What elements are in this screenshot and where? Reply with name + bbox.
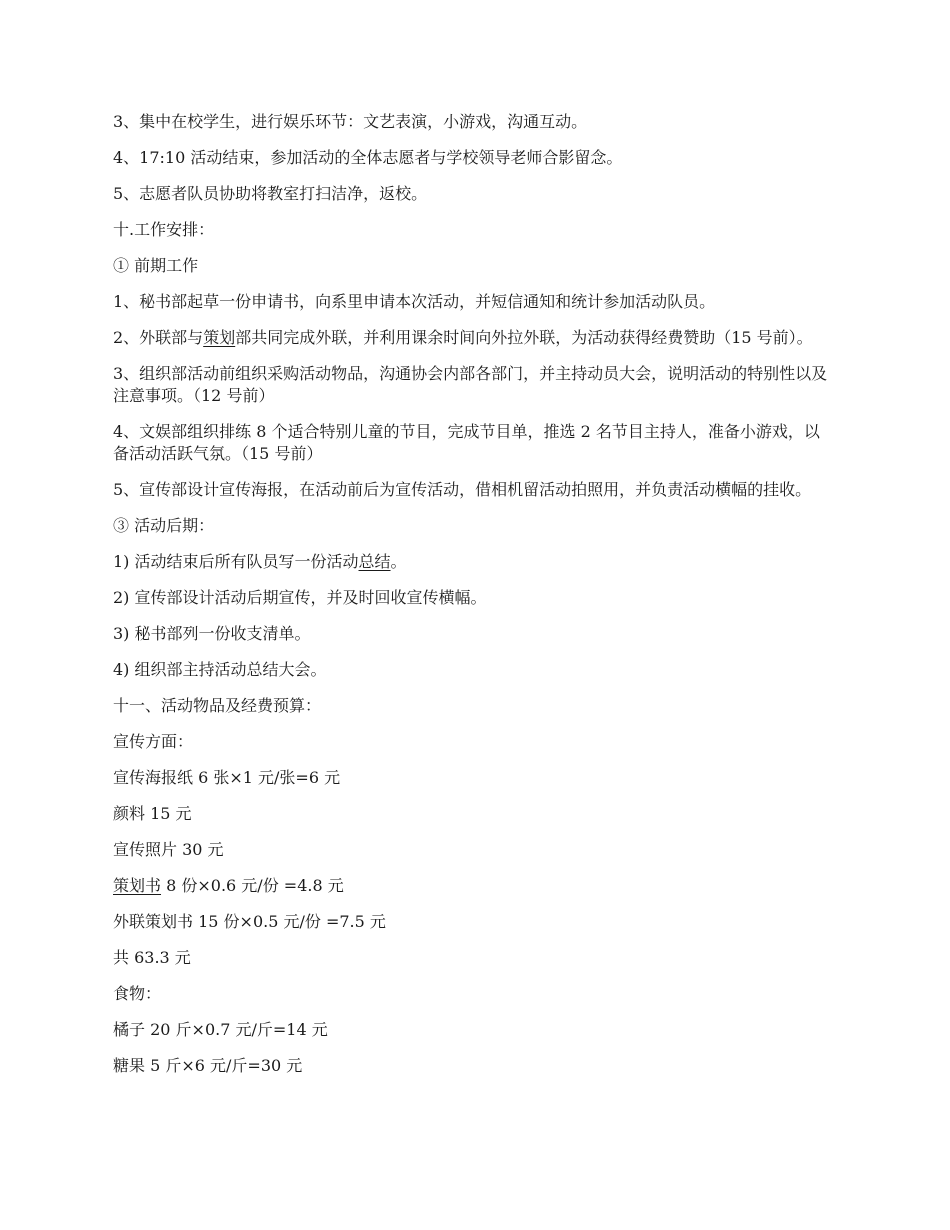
text-run: 2、外联部与 [113,328,204,347]
budget-line: 橘子 20 斤×0.7 元/斤=14 元 [113,1020,328,1039]
budget-line [113,875,833,897]
text-run: 部共同完成外联，并利用课余时间向外拉外联，为活动获得经费赞助（15 号前）。 [235,328,813,347]
subsection-heading: ③ 活动后期： [113,516,215,535]
paragraph [113,551,833,573]
underlined-link-text[interactable]: 策划 [203,328,236,347]
paragraph: 宣传方面： [113,732,194,751]
text-run: 1) 活动结束后所有队员写一份活动 [113,552,359,571]
budget-line: 宣传照片 30 元 [113,840,224,859]
text-run: 。 [390,552,407,571]
budget-line: 颜料 15 元 [113,804,192,823]
paragraph: 3、组织部活动前组织采购活动物品，沟通协会内部各部门，并主持动员大会，说明活动的特别性以及注意事项。（12 号前） [113,364,828,405]
paragraph: 5、志愿者队员协助将教室打扫洁净，返校。 [113,184,428,203]
paragraph: 1、秘书部起草一份申请书，向系里申请本次活动，并短信通知和统计参加活动队员。 [113,292,716,311]
paragraph [113,327,833,349]
budget-line: 宣传海报纸 6 张×1 元/张=6 元 [113,768,341,787]
budget-total: 共 63.3 元 [113,948,191,967]
section-heading: 十.工作安排： [113,220,215,239]
paragraph: 2) 宣传部设计活动后期宣传，并及时回收宣传横幅。 [113,588,487,607]
paragraph: 3、集中在校学生，进行娱乐环节：文艺表演，小游戏，沟通互动。 [113,112,588,131]
paragraph: 3) 秘书部列一份收支清单。 [113,624,311,643]
paragraph: 4、文娱部组织排练 8 个适合特别儿童的节目，完成节目单，推选 2 名节目主持人，准备小游戏，以备活动活跃气氛。（15 号前） [113,422,820,463]
budget-line: 糖果 5 斤×6 元/斤=30 元 [113,1056,303,1075]
paragraph: 4) 组织部主持活动总结大会。 [113,660,327,679]
paragraph: 4、17:10 活动结束，参加活动的全体志愿者与学校领导老师合影留念。 [113,148,623,167]
budget-line: 外联策划书 15 份×0.5 元/份 =7.5 元 [113,912,386,931]
document-body [113,111,833,1091]
paragraph: 食物： [113,984,162,1003]
subsection-heading: ① 前期工作 [113,256,199,275]
underlined-link-text[interactable]: 总结 [358,552,391,571]
underlined-link-text[interactable]: 策划书 [113,876,162,895]
paragraph: 5、宣传部设计宣传海报，在活动前后为宣传活动，借相机留活动拍照用，并负责活动横幅的挂收。 [113,480,812,499]
text-run: 8 份×0.6 元/份 =4.8 元 [161,876,344,895]
section-heading: 十一、活动物品及经费预算： [113,696,322,715]
